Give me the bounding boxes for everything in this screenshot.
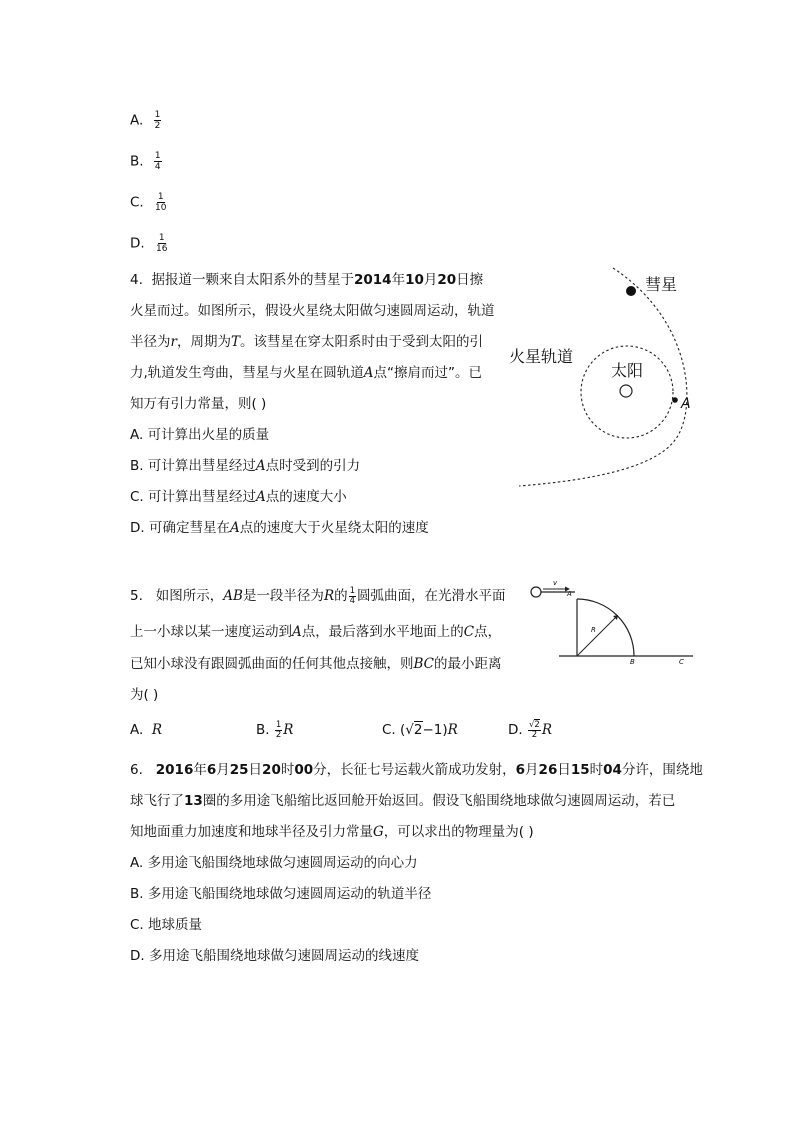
option-letter: B. bbox=[256, 722, 270, 738]
variable: R bbox=[283, 722, 294, 738]
variable: R bbox=[447, 722, 458, 738]
q4-line-3 bbox=[130, 332, 483, 352]
text: 年 bbox=[391, 272, 406, 288]
text: 时 bbox=[280, 762, 295, 778]
text: 日擦 bbox=[456, 272, 484, 288]
mars-orbit-label: 火星轨道 bbox=[509, 347, 574, 366]
fraction bbox=[154, 192, 167, 213]
q3-option-c bbox=[130, 192, 167, 213]
text: 点“擦肩而过”。已 bbox=[373, 365, 483, 381]
text: 是一段半径为 bbox=[242, 588, 324, 604]
q6-option-a: A. 多用途飞船围绕地球做匀速圆周运动的向心力 bbox=[130, 855, 418, 871]
variable: A bbox=[229, 520, 240, 536]
text: ，周期为 bbox=[176, 334, 231, 350]
option-letter: C. bbox=[382, 722, 396, 738]
question-number: 5. bbox=[130, 588, 143, 604]
q3-option-b bbox=[130, 151, 162, 172]
text: 点的速度大于火星绕太阳的速度 bbox=[239, 520, 429, 536]
fraction bbox=[154, 110, 162, 131]
text: D. 可确定彗星在 bbox=[130, 520, 230, 536]
variable: R bbox=[151, 722, 163, 738]
text: 点的速度大小 bbox=[265, 489, 347, 505]
q4-option-b bbox=[130, 456, 360, 476]
text: 分许，围绕地 bbox=[621, 762, 703, 778]
option-letter: C. bbox=[130, 194, 144, 211]
number: 15 bbox=[570, 762, 590, 778]
option-letter: A. bbox=[130, 722, 144, 738]
variable: A bbox=[255, 458, 266, 474]
q6-option-b: B. 多用途飞船围绕地球做匀速圆周运动的轨道半径 bbox=[130, 886, 432, 902]
text: 点， bbox=[474, 624, 502, 640]
text: 圈的多用途飞船缩比返回舱开始返回。假设飞船围绕地球做匀速圆周运动，若已 bbox=[202, 793, 676, 809]
denominator: 2 bbox=[154, 121, 161, 131]
variable: R bbox=[323, 588, 335, 604]
variable: r bbox=[170, 334, 177, 350]
mars-orbit-circle bbox=[581, 346, 673, 438]
text: 知地面重力加速度和地球半径及引力常量 bbox=[130, 824, 373, 840]
q6-option-c: C. 地球质量 bbox=[130, 917, 203, 933]
text: 月 bbox=[216, 762, 230, 778]
text: 月 bbox=[525, 762, 539, 778]
number: 13 bbox=[184, 793, 203, 809]
fraction bbox=[349, 587, 356, 606]
number: 6 bbox=[206, 762, 217, 778]
q5-option-c bbox=[382, 720, 458, 740]
option-letter: D. bbox=[130, 235, 145, 252]
denominator: 10 bbox=[155, 203, 167, 213]
numerator: 1 bbox=[154, 151, 161, 161]
q5-option-a bbox=[130, 720, 162, 740]
text: 年 bbox=[193, 762, 207, 778]
text: 半径为 bbox=[130, 334, 171, 350]
comet-label: 彗星 bbox=[645, 275, 678, 294]
option-letter: B. bbox=[130, 153, 144, 170]
fraction bbox=[275, 721, 282, 740]
text: 的最小距离 bbox=[434, 656, 502, 672]
ball bbox=[531, 587, 541, 597]
text: 上一小球以某一速度运动到 bbox=[130, 624, 292, 640]
q5-arc-figure bbox=[527, 578, 697, 670]
text: 圆弧曲面，在光滑水平面 bbox=[357, 588, 506, 604]
text: 日 bbox=[248, 762, 263, 778]
text: 据报道一颗来自太阳系外的彗星于 bbox=[151, 272, 354, 288]
point-a-dot bbox=[672, 397, 678, 403]
q4-orbit-figure bbox=[505, 262, 695, 490]
text: 日 bbox=[557, 762, 571, 778]
number: 6 bbox=[515, 762, 526, 778]
text: 力,轨道发生弯曲，彗星与火星在圆轨道 bbox=[130, 365, 364, 381]
variable: T bbox=[230, 334, 240, 350]
variable: R bbox=[541, 722, 552, 738]
q6-option-d: D. 多用途飞船围绕地球做匀速圆周运动的线速度 bbox=[130, 948, 419, 964]
comet-dot bbox=[626, 286, 636, 296]
denominator: 2 bbox=[531, 729, 538, 740]
q5-option-b bbox=[256, 720, 293, 740]
number: 26 bbox=[538, 762, 558, 778]
text: B. 可计算出彗星经过 bbox=[130, 458, 256, 474]
comet-trajectory bbox=[519, 268, 687, 486]
number: 04 bbox=[603, 762, 622, 778]
radicand: 2 bbox=[413, 722, 423, 738]
q4-option-a: A. 可计算出火星的质量 bbox=[130, 427, 270, 443]
sun-circle bbox=[620, 385, 632, 397]
denominator: 2 bbox=[275, 729, 282, 740]
text: 球飞行了 bbox=[130, 793, 184, 809]
text: 已知小球没有跟圆弧曲面的任何其他点接触，则 bbox=[130, 656, 414, 672]
q3-option-a bbox=[130, 110, 161, 131]
point-a-label: A bbox=[681, 396, 691, 412]
sqrt: √2 bbox=[405, 722, 423, 738]
fraction bbox=[154, 151, 162, 172]
number: 2016 bbox=[155, 762, 194, 778]
sun-label: 太阳 bbox=[611, 361, 644, 380]
text: 如图所示， bbox=[155, 588, 224, 604]
numerator: 1 bbox=[157, 192, 164, 202]
numerator: 1 bbox=[154, 110, 161, 120]
text: ，可以求出的物理量为( ) bbox=[383, 824, 534, 840]
q5-line-3 bbox=[130, 654, 502, 674]
text: 时 bbox=[589, 762, 604, 778]
option-letter: D. bbox=[508, 722, 523, 738]
q4-line-2: 火星而过。如图所示，假设火星绕太阳做匀速圆周运动，轨道 bbox=[130, 303, 495, 319]
point-b-label: B bbox=[630, 658, 635, 666]
radicand: 2 bbox=[534, 719, 540, 730]
number: 25 bbox=[229, 762, 249, 778]
variable: G bbox=[373, 824, 384, 840]
q3-option-d bbox=[130, 233, 168, 254]
radius-line bbox=[577, 616, 617, 656]
text: 月 bbox=[423, 272, 438, 288]
point-c-label: C bbox=[679, 658, 684, 666]
text: 的 bbox=[334, 588, 348, 604]
text: 。该彗星在穿太阳系时由于受到太阳的引 bbox=[239, 334, 483, 350]
number: 20 bbox=[262, 762, 281, 778]
denominator: 4 bbox=[349, 595, 356, 606]
numerator: 1 bbox=[158, 233, 165, 243]
text: C. 可计算出彗星经过 bbox=[130, 489, 257, 505]
q5-line-1 bbox=[130, 586, 506, 606]
q6-line-3 bbox=[130, 822, 534, 842]
text: 分，长征七号运载火箭成功发射， bbox=[313, 762, 516, 778]
fraction bbox=[155, 233, 168, 254]
q4-line-4 bbox=[130, 363, 482, 383]
variable: A bbox=[256, 489, 266, 505]
radius-label: R bbox=[591, 626, 596, 634]
text: −1) bbox=[422, 722, 448, 738]
denominator: 4 bbox=[154, 162, 161, 172]
variable: A bbox=[363, 365, 374, 381]
q4-option-c bbox=[130, 487, 347, 507]
variable: C bbox=[463, 624, 475, 640]
point-a-label: A bbox=[567, 590, 572, 598]
numerator: 1 bbox=[349, 585, 356, 596]
text: 点，最后落到水平地面上的 bbox=[301, 624, 464, 640]
number: 2014 bbox=[353, 272, 392, 288]
number: 20 bbox=[437, 272, 457, 288]
number: 10 bbox=[405, 272, 424, 288]
question-number: 4. bbox=[130, 272, 143, 288]
fraction bbox=[528, 721, 541, 740]
q6-line-2 bbox=[130, 791, 675, 811]
q4-option-d bbox=[130, 518, 429, 538]
variable: BC bbox=[413, 656, 435, 672]
q6-line-1 bbox=[130, 760, 703, 780]
q5-line-4: 为( ) bbox=[130, 687, 159, 703]
variable: AB bbox=[223, 588, 243, 604]
q5-line-2 bbox=[130, 622, 501, 642]
text: ( bbox=[400, 722, 406, 738]
q5-option-d bbox=[508, 720, 552, 740]
text: 点时受到的引力 bbox=[265, 458, 361, 474]
numerator: 1 bbox=[275, 719, 282, 730]
denominator: 16 bbox=[155, 244, 168, 254]
number: 00 bbox=[294, 762, 314, 778]
question-number: 6. bbox=[130, 762, 143, 778]
numerator: √2 bbox=[528, 719, 540, 730]
q4-line-5: 知万有引力常量，则( ) bbox=[130, 396, 267, 412]
option-letter: A. bbox=[130, 112, 144, 129]
velocity-label: v bbox=[553, 579, 558, 587]
variable: A bbox=[292, 624, 302, 640]
q4-line-1 bbox=[130, 270, 483, 290]
